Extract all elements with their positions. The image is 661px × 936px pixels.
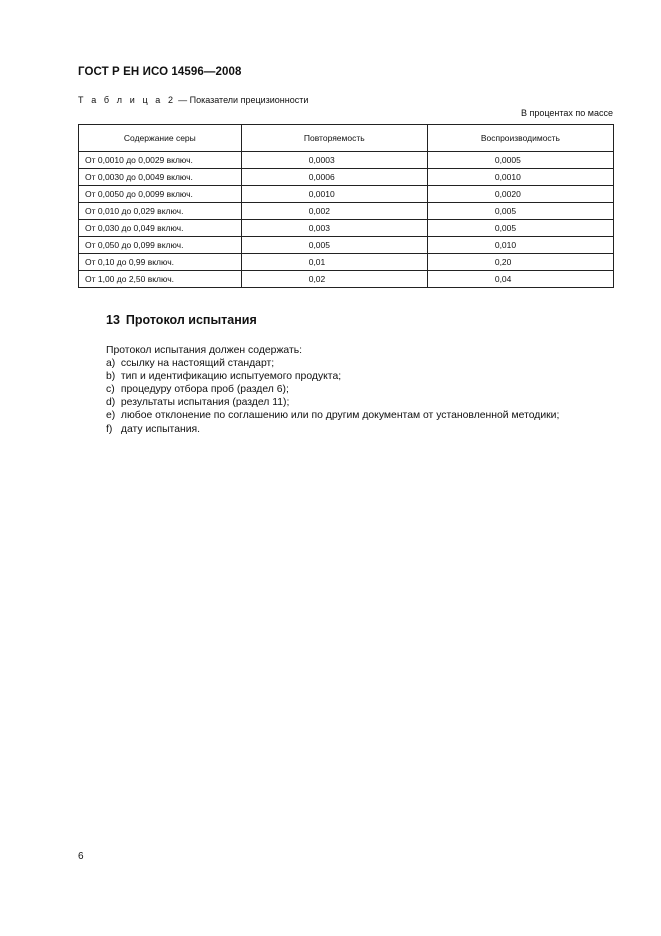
list-item-letter: b) [106,371,116,383]
section-intro: Протокол испытания должен содержать: [106,345,303,356]
list-item-letter: c) [106,384,115,396]
table-caption-title: — Показатели прецизионности [175,95,309,105]
column-header-repeatability: Повторяемость [241,125,427,152]
list-item [106,409,559,422]
cell-repeatability: 0,0003 [241,152,427,169]
cell-sulfur-content: От 0,030 до 0,049 включ. [79,220,242,237]
table-row [79,220,614,237]
list-item-text: любое отклонение по соглашению или по другим документам от установленной методики; [120,410,560,422]
table-row [79,203,614,220]
cell-sulfur-content: От 0,010 до 0,029 включ. [79,203,242,220]
section-body [106,344,559,436]
list-item [106,357,559,370]
cell-repeatability: 0,01 [241,254,427,271]
cell-sulfur-content: От 0,0010 до 0,0029 включ. [79,152,242,169]
list-item-letter: e) [106,410,116,422]
cell-sulfur-content: От 0,050 до 0,099 включ. [79,237,242,254]
page-number: 6 [78,851,84,862]
list-item [106,423,559,436]
cell-reproducibility: 0,010 [427,237,613,254]
cell-reproducibility: 0,005 [427,220,613,237]
list-item [106,370,559,383]
cell-repeatability: 0,005 [241,237,427,254]
section-number: 13 [106,313,120,327]
cell-reproducibility: 0,0020 [427,186,613,203]
table-row [79,254,614,271]
cell-repeatability: 0,003 [241,220,427,237]
list-item-text: дату испытания. [120,423,201,435]
cell-sulfur-content: От 0,0050 до 0,0099 включ. [79,186,242,203]
cell-reproducibility: 0,04 [427,271,613,288]
cell-sulfur-content: От 0,10 до 0,99 включ. [79,254,242,271]
table-row [79,186,614,203]
column-header-sulfur-content: Содержание серы [79,125,242,152]
list-item-text: тип и идентификацию испытуемого продукта; [120,371,342,383]
cell-repeatability: 0,0006 [241,169,427,186]
cell-reproducibility: 0,005 [427,203,613,220]
list-item-letter: a) [106,358,116,370]
list-item-letter: f) [106,423,113,435]
table-row [79,237,614,254]
table-header-row [79,125,614,152]
cell-reproducibility: 0,20 [427,254,613,271]
list-item [106,396,559,409]
column-header-reproducibility: Воспроизводимость [427,125,613,152]
list-item-text: ссылку на настоящий стандарт; [120,358,275,370]
precision-table [78,124,614,288]
list-item [106,383,559,396]
table-row [79,152,614,169]
list-item-text: результаты испытания (раздел 11); [120,397,290,409]
section-title: Протокол испытания [125,313,257,327]
table-units-note: В процентах по массе [520,108,613,118]
list-item-text: процедуру отбора проб (раздел 6); [120,384,289,396]
section-heading [106,313,257,327]
table-caption [78,95,308,105]
list-item-letter: d) [106,397,116,409]
table-caption-label: Т а б л и ц а 2 [78,95,176,105]
cell-reproducibility: 0,0010 [427,169,613,186]
cell-repeatability: 0,02 [241,271,427,288]
document-header: ГОСТ Р ЕН ИСО 14596—2008 [78,66,242,78]
table-row [79,169,614,186]
cell-repeatability: 0,0010 [241,186,427,203]
cell-sulfur-content: От 1,00 до 2,50 включ. [79,271,242,288]
cell-reproducibility: 0,0005 [427,152,613,169]
cell-sulfur-content: От 0,0030 до 0,0049 включ. [79,169,242,186]
table-row [79,271,614,288]
cell-repeatability: 0,002 [241,203,427,220]
